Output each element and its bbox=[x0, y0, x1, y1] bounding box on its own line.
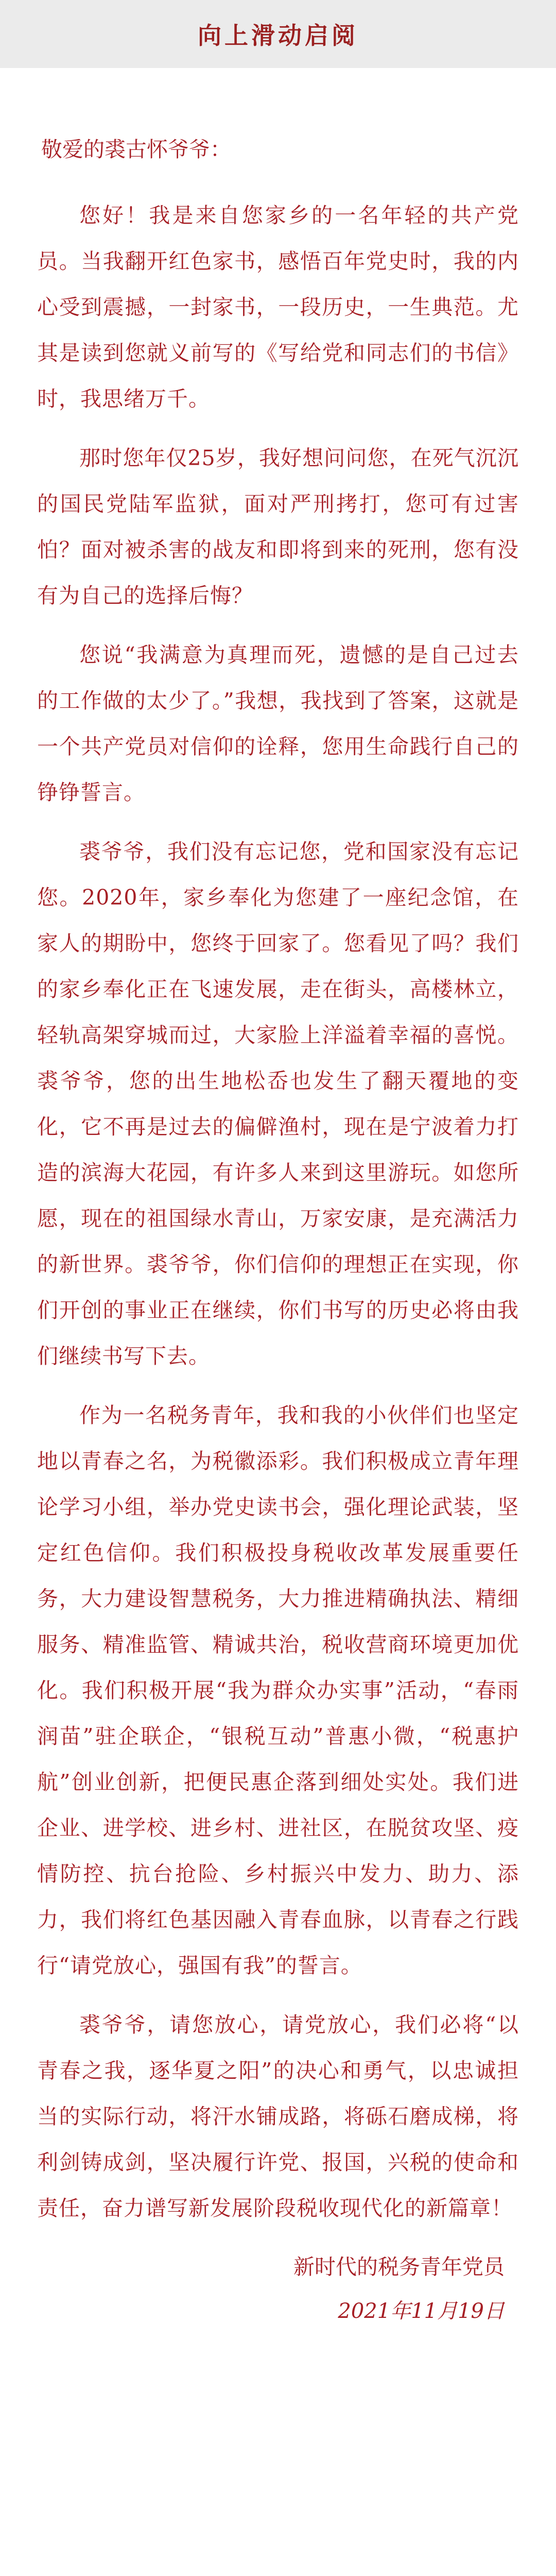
page-bottom-space bbox=[37, 2333, 519, 2576]
letter-paragraph-2: 那时您年仅25岁，我好想问问您，在死气沉沉的国民党陆军监狱，面对严刑拷打，您可有过害怕？面对被杀害的战友和即将到来的死刑，您有没有为自己的选择后悔？ bbox=[37, 446, 519, 608]
letter-body bbox=[0, 68, 556, 2576]
letter-paragraph-1: 您好！我是来自您家乡的一名年轻的共产党员。当我翻开红色家书，感悟百年党史时，我的内心受到震撼，一封家书，一段历史，一生典范。尤其是读到您就义前写的《写给党和同志们的书信》时，我思绪万千。 bbox=[37, 203, 519, 411]
letter-signature-block bbox=[37, 2245, 519, 2333]
letter-salutation: 敬爱的裘古怀爷爷： bbox=[41, 137, 231, 162]
letter-signature: 新时代的税务青年党员 bbox=[293, 2255, 505, 2279]
letter-paragraph-6: 裘爷爷，请您放心，请党放心，我们必将“以青春之我，逐华夏之阳”的决心和勇气，以忠诚担当的实际行动，将汗水铺成路，将砾石磨成梯，将利剑铸成剑，坚决履行许党、报国，兴税的使命和责任，奋力谱写新发展阶段税收现代化的新篇章！ bbox=[37, 2012, 519, 2221]
letter-date: 2021年11月19日 bbox=[338, 2299, 505, 2323]
letter-paragraph-5: 作为一名税务青年，我和我的小伙伴们也坚定地以青春之名，为税徽添彩。我们积极成立青年理论学习小组，举办党史读书会，强化理论武装，坚定红色信仰。我们积极投身税收改革发展重要任务，大力建设智慧税务，大力推进精确执法、精细服务、精准监管、精诚共治，税收营商环境更加优化。我们积极开展“我为群众办实事”活动，“春雨润苗”驻企联企，“银税互动”普惠小微，“税惠护航”创业创新，把便民惠企落到细处实处。我们进企业、进学校、进乡村、进社区，在脱贫攻坚、疫情防控、抗台抢险、乡村振兴中发力、助力、添力，我们将红色基因融入青春血脉，以青春之行践行“请党放心，强国有我”的誓言。 bbox=[37, 1403, 519, 1978]
banner-title: 向上滑动启阅 bbox=[198, 22, 358, 49]
letter-paragraph-4: 裘爷爷，我们没有忘记您，党和国家没有忘记您。2020年，家乡奉化为您建了一座纪念馆，在家人的期盼中，您终于回家了。您看见了吗？我们的家乡奉化正在飞速发展，走在街头，高楼林立，轻轨高架穿城而过，大家脸上洋溢着幸福的喜悦。裘爷爷，您的出生地松岙也发生了翻天覆地的变化，它不再是过去的偏僻渔村，现在是宁波着力打造的滨海大花园，有许多人来到这里游玩。如您所愿，现在的祖国绿水青山，万家安康，是充满活力的新世界。裘爷爷，你们信仰的理想正在实现，你们开创的事业正在继续，你们书写的历史必将由我们继续书写下去。 bbox=[37, 839, 519, 1368]
letter-paragraph-3: 您说“我满意为真理而死，遗憾的是自己过去的工作做的太少了。”我想，我找到了答案，这就是一个共产党员对信仰的诠释，您用生命践行自己的铮铮誓言。 bbox=[37, 642, 519, 805]
top-banner bbox=[0, 0, 556, 68]
